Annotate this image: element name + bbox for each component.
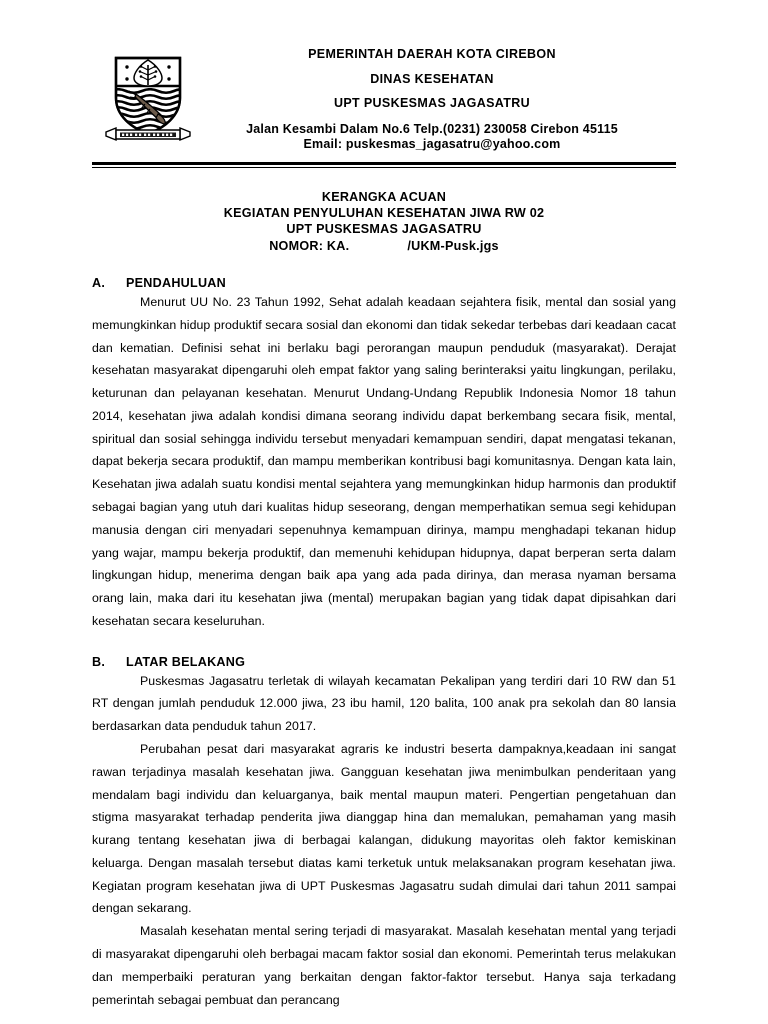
org-address: Jalan Kesambi Dalam No.6 Telp.(0231) 230058 Cirebon 45115 — [246, 121, 618, 136]
letterhead — [92, 44, 676, 153]
letterhead-divider — [92, 162, 676, 168]
section-b-paragraph-3: Masalah kesehatan mental sering terjadi di masyarakat. Masalah kesehatan mental yang terjadi di masyarakat dipengaruhi oleh berbagai macam faktor sosial dan ekonomi. Pemerintah terus melakukan dan memperbaiki peraturan yang berkaitan dengan faktor-faktor tersebut. Hanya saja terkadang pemerintah sebagai pembuat dan perancang — [92, 924, 676, 1007]
section-pendahuluan — [92, 276, 676, 633]
org-line-department: DINAS KESEHATAN — [370, 71, 494, 86]
org-email: Email: puskesmas_jagasatru@yahoo.com — [303, 137, 561, 151]
document-title-block — [92, 189, 676, 254]
letterhead-text-block — [204, 48, 676, 153]
section-a-paragraph-1: Menurut UU No. 23 Tahun 1992, Sehat adalah keadaan sejahtera fisik, mental dan sosial yang memungkinkan hidup produktif secara sosial dan ekonomi dan tidak sekedar terbebas dari keadaan cacat dan kematian. Definisi sehat ini berlaku bagi perorangan maupun penduduk (masyarakat). Derajat kesehatan masyarakat dipengaruhi oleh empat faktor yang saling berinteraksi yaitu lingkungan, perilaku, keturunan dan pelayanan kesehatan. Menurut Undang-Undang Republik Indonesia Nomor 18 tahun 2014, kesehatan jiwa adalah kondisi dimana seorang individu dapat berkembang secara fisik, mental, spiritual dan sosial sehingga individu tersebut menyadari kemampuan sendiri, dapat mengatasi tekanan, dapat bekerja secara produktif, dan mampu memberikan kontribusi bagi komunitasnya. Dengan kata lain, Kesehatan jiwa adalah suatu kondisi mental sejahtera yang memungkinkan hidup harmonis dan produktif sebagai bagian yang utuh dari kualitas hidup seseorang, dengan memperhatikan semua segi kehidupan manusia dengan ciri menyadari sepenuhnya kemampuan dirinya, mampu menghadapi tekanan hidup yang wajar, mampu bekerja produktif, dan memenuhi kehidupan hidupnya, dapat berperan serta dalam lingkungan hidup, menerima dengan baik apa yang ada pada dirinya, dan merasa nyaman bersama orang lain, maka dari itu kesehatan jiwa (mental) merupakan bagian yang tidak dapat dipisahkan dari kesehatan secara keseluruhan. — [92, 294, 676, 628]
cirebon-coat-of-arms-icon — [100, 50, 196, 142]
section-b-title: LATAR BELAKANG — [126, 654, 246, 669]
nomor-suffix: /UKM-Pusk.jgs — [407, 238, 499, 253]
section-b-paragraph-1: Puskesmas Jagasatru terletak di wilayah kecamatan Pekalipan yang terdiri dari 10 RW dan 51 RT dengan jumlah penduduk 12.000 jiwa, 23 ibu hamil, 120 balita, 100 anak pra sekolah dan 80 lansia berdasarkan data penduduk tahun 2017. — [92, 673, 676, 734]
section-a-heading — [92, 276, 676, 290]
org-line-government: PEMERINTAH DAERAH KOTA CIREBON — [308, 47, 556, 61]
org-line-unit: UPT PUSKESMAS JAGASATRU — [333, 96, 531, 110]
nomor-prefix: NOMOR: KA. — [269, 238, 350, 253]
section-b-letter: B. — [92, 654, 106, 669]
title-line-kegiatan: KEGIATAN PENYULUHAN KESEHATAN JIWA RW 02 — [223, 205, 545, 220]
section-latar-belakang — [92, 655, 676, 1012]
title-line-unit: UPT PUSKESMAS JAGASATRU — [286, 222, 482, 237]
title-line-kerangka-acuan: KERANGKA ACUAN — [321, 189, 447, 204]
logo-container — [92, 48, 204, 142]
title-line-nomor — [92, 238, 676, 254]
section-b-heading — [92, 655, 676, 669]
section-a-title: PENDAHULUAN — [126, 275, 227, 290]
section-a-letter: A. — [92, 275, 106, 290]
section-b-paragraph-2: Perubahan pesat dari masyarakat agraris ke industri beserta dampaknya,keadaan ini sangat rawan terjadinya masalah kesehatan jiwa. Gangguan kesehatan jiwa menimbulkan penderitaan yang mendalam bagi individu dan keluarganya, baik mental maupun materi. Pengertian pengetahuan dan stigma masyarakat terhadap penderita jiwa dianggap hina dan memalukan, pemahaman yang masih kurang tentang kesehatan jiwa di berbagai kalangan, didukung mayoritas oleh faktor kemiskinan keluarga. Dengan masalah tersebut diatas kami terketuk untuk melaksanakan program kesehatan jiwa. Kegiatan program kesehatan jiwa di UPT Puskesmas Jagasatru sudah dimulai dari tahun 2011 sampai dengan sekarang. — [92, 742, 676, 916]
